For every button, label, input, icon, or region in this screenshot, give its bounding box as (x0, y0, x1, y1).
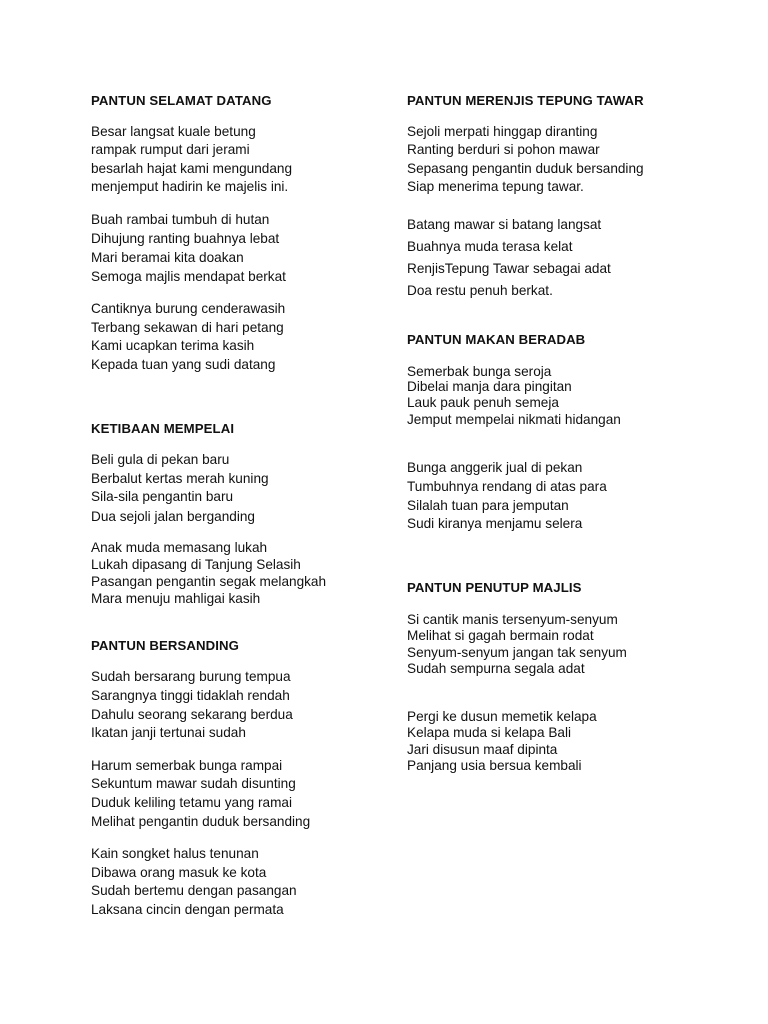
verse-line: Sudah sempurna segala adat (407, 661, 585, 676)
verse-line: Melihat pengantin duduk bersanding (91, 814, 311, 829)
verse-line: Siap menerima tepung tawar. (407, 179, 584, 194)
verse-line: Senyum-senyum jangan tak senyum (407, 645, 627, 660)
verse-line: Mara menuju mahligai kasih (91, 591, 261, 606)
verse-line: besarlah hajat kami mengundang (91, 161, 293, 176)
verse-line: Semoga majlis mendapat berkat (91, 269, 286, 284)
verse-line: Dahulu seorang sekarang berdua (91, 707, 293, 722)
verse-line: Dibelai manja dara pingitan (407, 379, 572, 394)
heading-pantun-bersanding: PANTUN BERSANDING (91, 638, 239, 653)
verse-line: Pergi ke dusun memetik kelapa (407, 709, 597, 724)
heading-pantun-selamat-datang: PANTUN SELAMAT DATANG (91, 93, 272, 108)
verse-line: Lukah dipasang di Tanjung Selasih (91, 557, 301, 572)
heading-pantun-merenjis-tepung-tawar: PANTUN MERENJIS TEPUNG TAWAR (407, 93, 644, 108)
verse-line: Kelapa muda si kelapa Bali (407, 725, 571, 740)
verse-line: Cantiknya burung cenderawasih (91, 301, 286, 316)
verse-line: Sudah bersarang burung tempua (91, 669, 291, 684)
verse-line: Beli gula di pekan baru (91, 452, 230, 467)
verse-line: rampak rumput dari jerami (91, 142, 250, 157)
heading-pantun-makan-beradab: PANTUN MAKAN BERADAB (407, 332, 586, 347)
verse-line: menjemput hadirin ke majelis ini. (91, 179, 289, 194)
verse-line: Anak muda memasang lukah (91, 540, 268, 555)
verse-line: Bunga anggerik jual di pekan (407, 460, 583, 475)
verse-line: RenjisTepung Tawar sebagai adat (407, 261, 611, 276)
verse-line: Sejoli merpati hinggap diranting (407, 124, 598, 139)
verse-line: Tumbuhnya rendang di atas para (407, 479, 607, 494)
verse-line: Sekuntum mawar sudah disunting (91, 776, 296, 791)
verse-line: Ranting berduri si pohon mawar (407, 142, 600, 157)
verse-line: Jemput mempelai nikmati hidangan (407, 412, 621, 427)
verse-line: Berbalut kertas merah kuning (91, 471, 269, 486)
verse-line: Dua sejoli jalan berganding (91, 509, 255, 524)
verse-line: Duduk keliling tetamu yang ramai (91, 795, 292, 810)
verse-line: Lauk pauk penuh semeja (407, 395, 559, 410)
verse-line: Pasangan pengantin segak melangkah (91, 574, 327, 589)
verse-line: Batang mawar si batang langsat (407, 217, 602, 232)
heading-ketibaan-mempelai: KETIBAAN MEMPELAI (91, 421, 235, 436)
verse-line: Terbang sekawan di hari petang (91, 320, 284, 335)
verse-line: Doa restu penuh berkat. (407, 283, 553, 298)
verse-line: Kami ucapkan terima kasih (91, 338, 255, 353)
verse-line: Besar langsat kuale betung (91, 124, 256, 139)
verse-line: Sudah bertemu dengan pasangan (91, 883, 297, 898)
verse-line: Sarangnya tinggi tidaklah rendah (91, 688, 290, 703)
verse-line: Melihat si gagah bermain rodat (407, 628, 594, 643)
verse-line: Sudi kiranya menjamu selera (407, 516, 583, 531)
verse-line: Mari beramai kita doakan (91, 250, 244, 265)
verse-line: Sila-sila pengantin baru (91, 489, 234, 504)
verse-line: Panjang usia bersua kembali (407, 758, 582, 773)
verse-line: Sepasang pengantin duduk bersanding (407, 161, 644, 176)
verse-line: Buah rambai tumbuh di hutan (91, 212, 270, 227)
verse-line: Semerbak bunga seroja (407, 364, 552, 379)
verse-line: Laksana cincin dengan permata (91, 902, 284, 917)
verse-line: Kain songket halus tenunan (91, 846, 259, 861)
verse-line: Harum semerbak bunga rampai (91, 758, 283, 773)
verse-line: Kepada tuan yang sudi datang (91, 357, 276, 372)
verse-line: Buahnya muda terasa kelat (407, 239, 573, 254)
verse-line: Dihujung ranting buahnya lebat (91, 231, 280, 246)
verse-line: Silalah tuan para jemputan (407, 498, 569, 513)
verse-line: Ikatan janji tertunai sudah (91, 725, 246, 740)
heading-pantun-penutup-majlis: PANTUN PENUTUP MAJLIS (407, 580, 582, 595)
verse-line: Jari disusun maaf dipinta (407, 742, 558, 757)
verse-line: Dibawa orang masuk ke kota (91, 865, 267, 880)
verse-line: Si cantik manis tersenyum-senyum (407, 612, 618, 627)
